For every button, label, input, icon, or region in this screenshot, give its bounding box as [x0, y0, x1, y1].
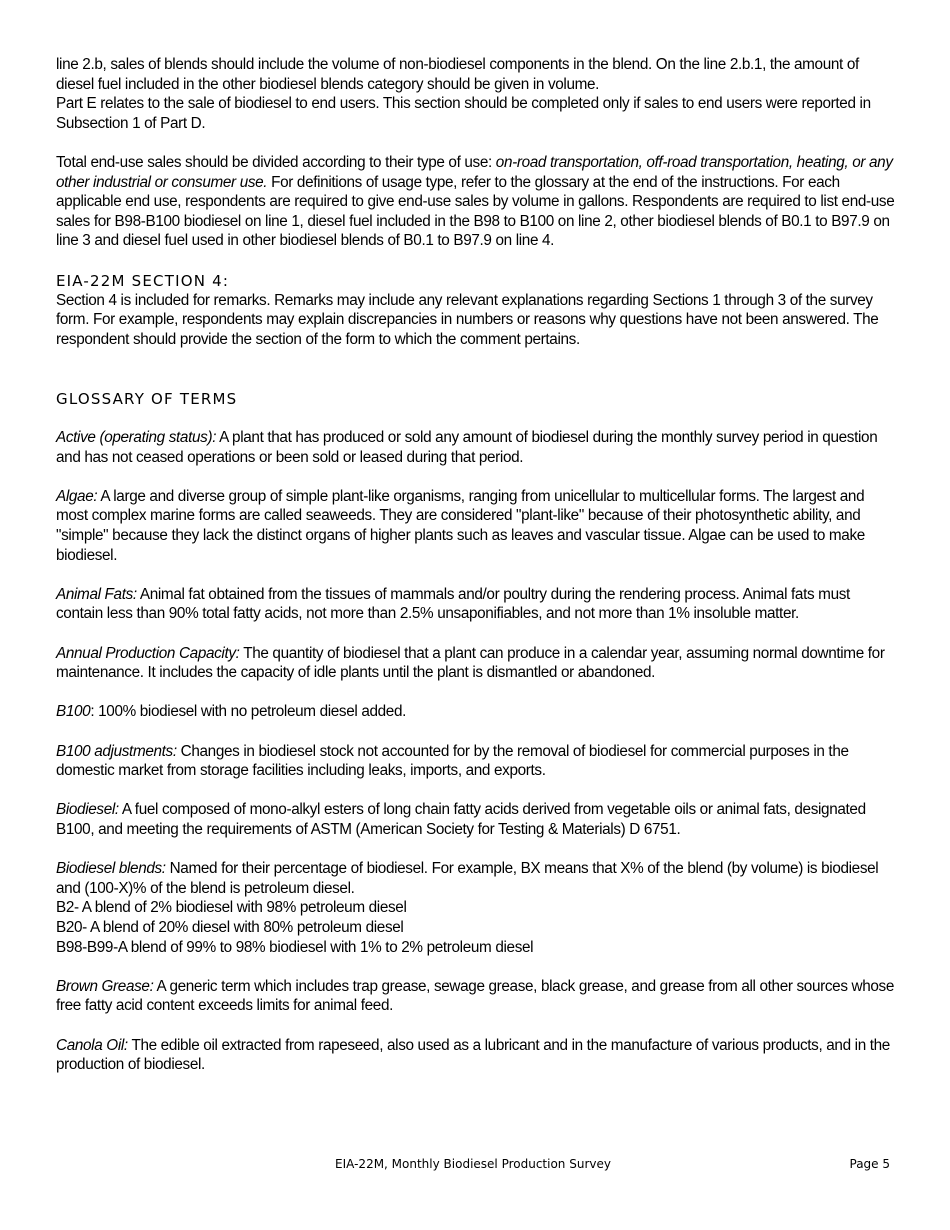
glossary-definition: A large and diverse group of simple plant-like organisms, ranging from unicellular to multicellular forms. The largest and most complex marine forms are called seaweeds. They are considered "plant-like" because of their photosynthetic ability, and "simple" because they lack the distinct organs of higher plants such as leaves and vascular tissue. Algae can be used to make biodiesel. — [56, 487, 865, 564]
footer-page-number: Page 5 — [849, 1157, 890, 1171]
section-4-heading: EIA-22M SECTION 4: — [56, 271, 230, 290]
glossary-term: Canola Oil: — [56, 1036, 128, 1054]
spacer — [56, 1016, 896, 1036]
glossary-entry-b100 — [56, 702, 896, 722]
spacer — [56, 349, 896, 369]
glossary-entry-algae — [56, 487, 896, 565]
glossary-definition: A plant that has produced or sold any amount of biodiesel during the monthly survey period in question and has not ceased operations or been sold or leased during that period. — [56, 429, 878, 466]
line-2b-paragraph: line 2.b, sales of blends should include the volume of non-biodiesel components in the blend. On the line 2.b.1, the amount of diesel fuel included in the other biodiesel blends category should be given in volume. — [56, 56, 859, 93]
glossary-term: B100 adjustments: — [56, 742, 177, 760]
spacer — [56, 369, 896, 389]
glossary-entry-canola-oil — [56, 1036, 896, 1075]
spacer — [56, 624, 896, 644]
section-4-body: Section 4 is included for remarks. Remarks may include any relevant explanations regarding Sections 1 through 3 of the survey form. For example, respondents may explain discrepancies in numbers or reasons why questions have not been answered. The respondent should provide the section of the form to which the comment pertains. — [56, 291, 879, 348]
end-use-rest: For definitions of usage type, refer to the glossary at the end of the instructions. For each applicable end use, respondents are required to give end-use sales by volume in gallons. Respondents are required to list end-use sales for B98-B100 biodiesel on line 1, diesel fuel included in the B98 to B100 on line 2, other biodiesel blends of B0.1 to B97.9 on line 3 and diesel fuel used in other biodiesel blends of B0.1 to B97.9 on line 4. — [56, 173, 895, 250]
glossary-entry-animal-fats — [56, 585, 896, 624]
part-e-paragraph: Part E relates to the sale of biodiesel to end users. This section should be completed only if sales to end users were reported in Subsection 1 of Part D. — [56, 95, 871, 132]
end-use-types: on-road transportation, off-road transportation, heating, or any other industrial or consumer use. — [56, 153, 893, 191]
glossary-term: Annual Production Capacity: — [56, 644, 240, 662]
end-use-lead: Total end-use sales should be divided according to their type of use: — [56, 153, 496, 171]
glossary-entry-active — [56, 428, 896, 467]
spacer — [56, 251, 896, 271]
spacer — [56, 840, 896, 860]
glossary-definition: The edible oil extracted from rapeseed, also used as a lubricant and in the manufacture of various products, and in the production of biodiesel. — [56, 1036, 890, 1074]
spacer — [56, 781, 896, 801]
glossary-definition: Named for their percentage of biodiesel. For example, BX means that X% of the blend (by volume) is biodiesel and (100-X)% of the blend is petroleum diesel. — [56, 860, 879, 897]
spacer — [56, 683, 896, 703]
glossary-definition: Changes in biodiesel stock not accounted for by the removal of biodiesel for commercial purposes in the domestic market from storage facilities including leaks, imports, and exports. — [56, 742, 849, 780]
spacer — [56, 722, 896, 742]
footer-form-title: EIA-22M, Monthly Biodiesel Production Survey — [335, 1157, 611, 1171]
glossary-entry-biodiesel — [56, 800, 896, 839]
document-page — [56, 55, 896, 1075]
glossary-definition: The quantity of biodiesel that a plant can produce in a calendar year, assuming normal downtime for maintenance. It includes the capacity of idle plants until the plant is dismantled or abandoned. — [56, 644, 885, 682]
glossary-term: Active (operating status): — [56, 429, 217, 447]
glossary-definition: Animal fat obtained from the tissues of mammals and/or poultry during the rendering process. Animal fats must contain less than 90% total fatty acids, not more than 2.5% unsaponifiables, and not more than 1% insoluble matter. — [56, 585, 850, 623]
blend-example-b20: B20- A blend of 20% diesel with 80% petroleum diesel — [56, 918, 404, 936]
glossary-term: Brown Grease: — [56, 977, 154, 995]
spacer — [56, 467, 896, 487]
glossary-term: Animal Fats: — [56, 585, 137, 603]
glossary-entry-brown-grease — [56, 977, 896, 1016]
glossary-definition: A fuel composed of mono-alkyl esters of long chain fatty acids derived from vegetable oils or animal fats, designated B100, and meeting the requirements of ASTM (American Society for Testing & Materials) D 6751. — [56, 801, 866, 838]
blend-example-b98: B98-B99-A blend of 99% to 98% biodiesel with 1% to 2% petroleum diesel — [56, 938, 534, 956]
glossary-heading: GLOSSARY OF TERMS — [56, 389, 238, 408]
glossary-entry-biodiesel-blends — [56, 859, 896, 898]
glossary-term: Biodiesel: — [56, 801, 119, 819]
spacer — [56, 409, 896, 429]
glossary-term: Biodiesel blends: — [56, 860, 166, 878]
glossary-term: B100 — [56, 703, 91, 721]
glossary-definition: : 100% biodiesel with no petroleum diesel added. — [90, 703, 407, 721]
glossary-definition: A generic term which includes trap grease, sewage grease, black grease, and grease from all other sources whose free fatty acid content exceeds limits for animal feed. — [56, 977, 894, 1015]
blend-example-b2: B2- A blend of 2% biodiesel with 98% petroleum diesel — [56, 899, 407, 917]
spacer — [56, 133, 896, 153]
glossary-entry-b100-adjustments — [56, 742, 896, 781]
spacer — [56, 957, 896, 977]
end-use-paragraph — [56, 153, 896, 251]
glossary-entry-capacity — [56, 644, 896, 683]
spacer — [56, 565, 896, 585]
glossary-term: Algae: — [56, 487, 98, 505]
